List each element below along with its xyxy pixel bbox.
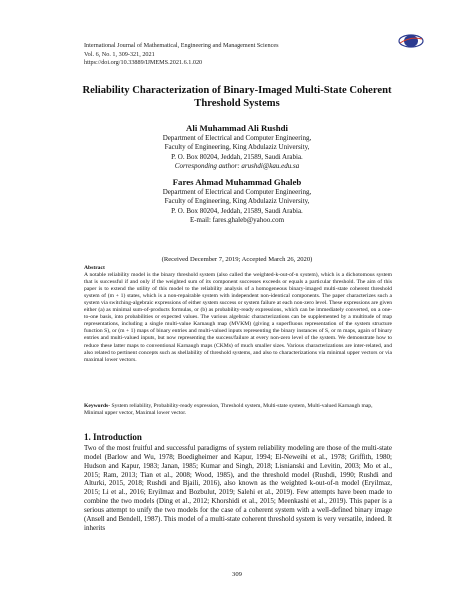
section-heading: 1. Introduction — [84, 432, 142, 442]
author-block-1 — [80, 123, 394, 172]
author-dept: Department of Electrical and Computer Engineering, — [162, 134, 312, 142]
journal-header — [84, 42, 279, 68]
journal-volume: Vol. 6, No. 1, 309-321, 2021 — [84, 50, 155, 58]
author-block-2 — [80, 177, 394, 226]
author-name: Ali Muhammad Ali Rushdi — [186, 123, 288, 133]
keywords-text: System reliability, Probability-ready expression, Threshold system, Multi-state system, Multi-valued Karnaugh map, Minimal upper vector, Maximal lower vector. — [84, 403, 373, 417]
author-address: P. O. Box 80204, Jeddah, 21589, Saudi Arabia. — [171, 206, 303, 215]
author-contact[interactable]: E-mail: fares.ghaleb@yahoo.com — [189, 216, 285, 225]
abstract-text: A notable reliability model is the binary threshold system (also called the weighted-k-out-of-n system), which is a dichotomous system that is successful if and only if the weighted sum of its component successes exceeds or equals a particular threshold. The aim of this paper is to extend the utility of this model to the reliability analysis of a homogeneous binary-imaged multi-state coherent threshold system of (m + 1) states, which is a non-repairable system with independent non-identical components. The paper characterizes such a system via switching-algebraic expressions of either system success or system failure at each non-zero level. These expressions are given either (a) as minimal sum-of-products formulas, or (b) as probability-ready expressions, which can be immediately converted, on a one-to-one basis, into probabilities or expected values. The various algebraic characterizations can be supplemented by a multitude of map representations, including a single multi-value Karnaugh map (MVKM) (giving a superfluous representation of the system structure function S), or (m + 1) maps of binary entries and multi-valued inputs representing the binary instances of S, or m maps, again of binary entries and multi-valued inputs, but now representing the success/failure at every non-zero level of the system. We demonstrate how to reduce these latter maps to conventional Karnaugh maps (CKMs) of much smaller sizes. Various characterizations are inter-related, and also related to pertinent concepts such as shellability of threshold systems, and also to characterizations via minimal upper vectors or via maximal lower vectors. — [84, 272, 392, 363]
page-number: 309 — [232, 571, 242, 578]
author-faculty: Faculty of Engineering, King Abdulaziz University, — [164, 143, 310, 152]
journal-doi[interactable]: https://doi.org/10.33889/IJMEMS.2021.6.1.020 — [84, 59, 203, 67]
journal-name: International Journal of Mathematical, Engineering and Management Sciences — [84, 42, 279, 49]
author-contact[interactable]: Corresponding author: arushdi@kau.edu.sa — [174, 162, 300, 171]
author-dept: Department of Electrical and Computer Engineering, — [162, 188, 312, 196]
author-address: P. O. Box 80204, Jeddah, 21589, Saudi Arabia. — [171, 152, 303, 161]
abstract — [84, 265, 392, 364]
journal-logo — [398, 34, 424, 48]
keywords-label: Keywords- — [84, 403, 111, 409]
author-faculty: Faculty of Engineering, King Abdulaziz University, — [164, 197, 310, 206]
received-dates: (Received December 7, 2019; Accepted March 26, 2020) — [161, 256, 313, 263]
author-name: Fares Ahmad Muhammad Ghaleb — [172, 177, 302, 187]
abstract-heading: Abstract — [84, 265, 105, 271]
paper-title: Reliability Characterization of Binary-Imaged Multi-State Coherent Threshold Systems — [82, 85, 392, 109]
intro-paragraph: Two of the most fruitful and successful paradigms of system reliability modeling are those of the multi-state model (Barlow and Wu, 1978; Boedigheimer and Kapur, 1994; El-Neweihi et al., 1978; Griffith, 1980; Hudson and Kapur, 1983; Janan, 1985; Kumar and Singh, 2018; Lisnianski and Levitin, 2003; Mo et al., 2015; Ram, 2013; Tian et al., 2008; Wood, 1985), and the threshold model (Rushdi, 1990; Rushdi and Alturki, 2015, 2018; Rushdi and Bjaili, 2016), also known as the weighted k-out-of-n model (Eryilmaz, 2015; Li et al., 2016; Eryilmaz and Bozbulut, 2019; Salehi et al., 2019). Few attempts have been made to combine the two models (Ding et al., 2012; Khorshidi et al., 2015; Meenkashi et al., 2019). This paper is a serious attempt to unify the two models for the case of a coherent system with a well-defined binary image (Ansell and Bendell, 1987). This model of a multi-state coherent threshold system is very versatile, indeed. It inherits — [84, 444, 392, 532]
keywords — [84, 403, 392, 417]
